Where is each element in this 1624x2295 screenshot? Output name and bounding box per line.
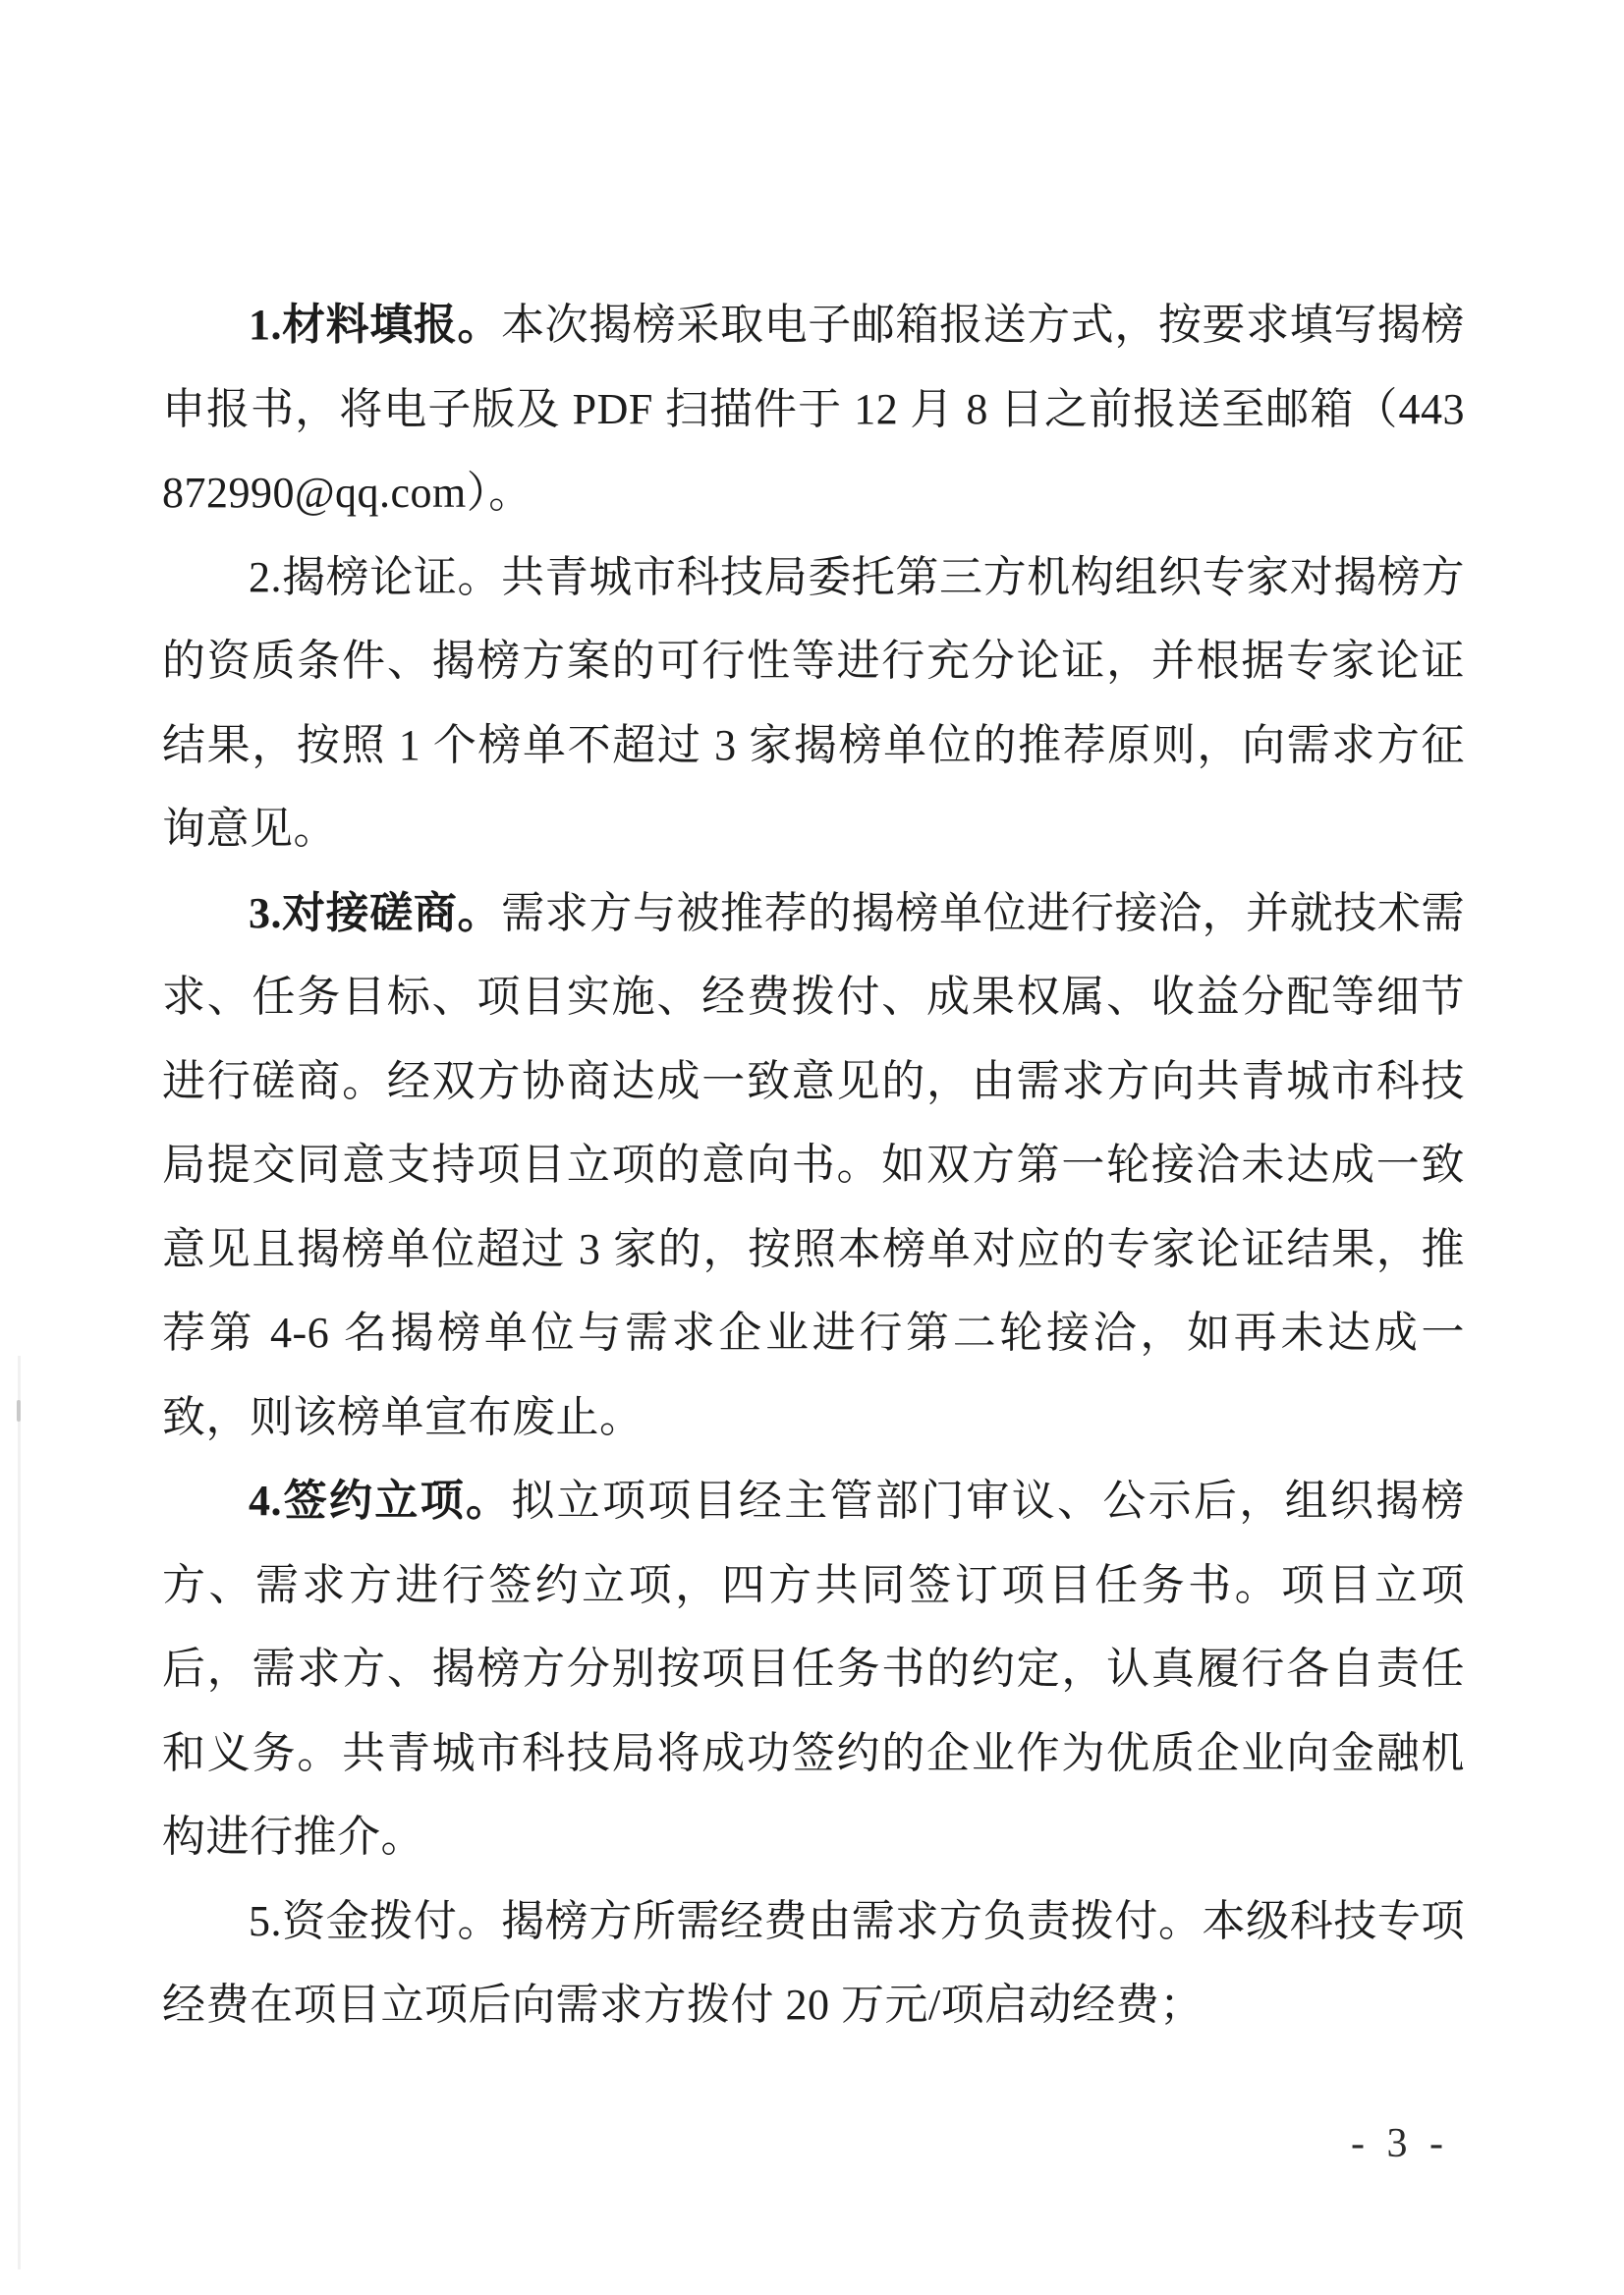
- paragraph-4-text: 拟立项项目经主管部门审议、公示后，组织揭榜方、需求方进行签约立项，四方共同签订项目任务书。项目立项后，需求方、揭榜方分别按项目任务书的约定，认真履行各自责任和义务。共青城市科技局将成功签约的企业作为优质企业向金融机构进行推介。: [162, 1477, 1466, 1861]
- paragraph-3-lead: 3.对接磋商。: [249, 888, 502, 937]
- paragraph-1-text: 本次揭榜采取电子邮箱报送方式，按要求填写揭榜申报书，将电子版及 PDF 扫描件于 12 月 8 日之前报送至邮箱（443872990@qq.com）。: [162, 301, 1466, 517]
- paragraph-3-text: 需求方与被推荐的揭榜单位进行接洽，并就技术需求、任务目标、项目实施、经费拨付、成果权属、收益分配等细节进行磋商。经双方协商达成一致意见的，由需求方向共青城市科技局提交同意支持项目立项的意向书。如双方第一轮接洽未达成一致意见且揭榜单位超过 3 家的，按照本榜单对应的专家论证结果，推荐第 4-6 名揭榜单位与需求企业进行第二轮接洽，如再未达成一致，则该榜单宣布废止。: [162, 888, 1466, 1441]
- document-body: [162, 283, 1465, 2047]
- paragraph-1-material-submission: [162, 283, 1465, 535]
- paragraph-5-funding: [162, 1879, 1465, 2047]
- paragraph-1-lead: 1.材料填报。: [249, 301, 502, 349]
- paragraph-2-text: 共青城市科技局委托第三方机构组织专家对揭榜方的资质条件、揭榜方案的可行性等进行充分论证，并根据专家论证结果，按照 1 个榜单不超过 3 家揭榜单位的推荐原则，向需求方征询意见。: [162, 552, 1466, 853]
- paragraph-2-proposal-review: [162, 535, 1465, 871]
- paragraph-4-lead: 4.签约立项。: [249, 1477, 512, 1525]
- paragraph-5-lead: 5.资金拨付。: [249, 1896, 502, 1945]
- paragraph-3-negotiation: [162, 871, 1465, 1460]
- scan-artifact-streak: [18, 1356, 21, 2269]
- page-number: - 3 -: [1351, 2121, 1449, 2166]
- scan-artifact-dash: [17, 1400, 21, 1422]
- paragraph-4-contract-signing: [162, 1459, 1465, 1879]
- paragraph-5-text: 揭榜方所需经费由需求方负责拨付。本级科技专项经费在项目立项后向需求方拨付 20 万元/项启动经费；: [162, 1896, 1466, 2029]
- paragraph-2-lead: 2.揭榜论证。: [249, 552, 502, 601]
